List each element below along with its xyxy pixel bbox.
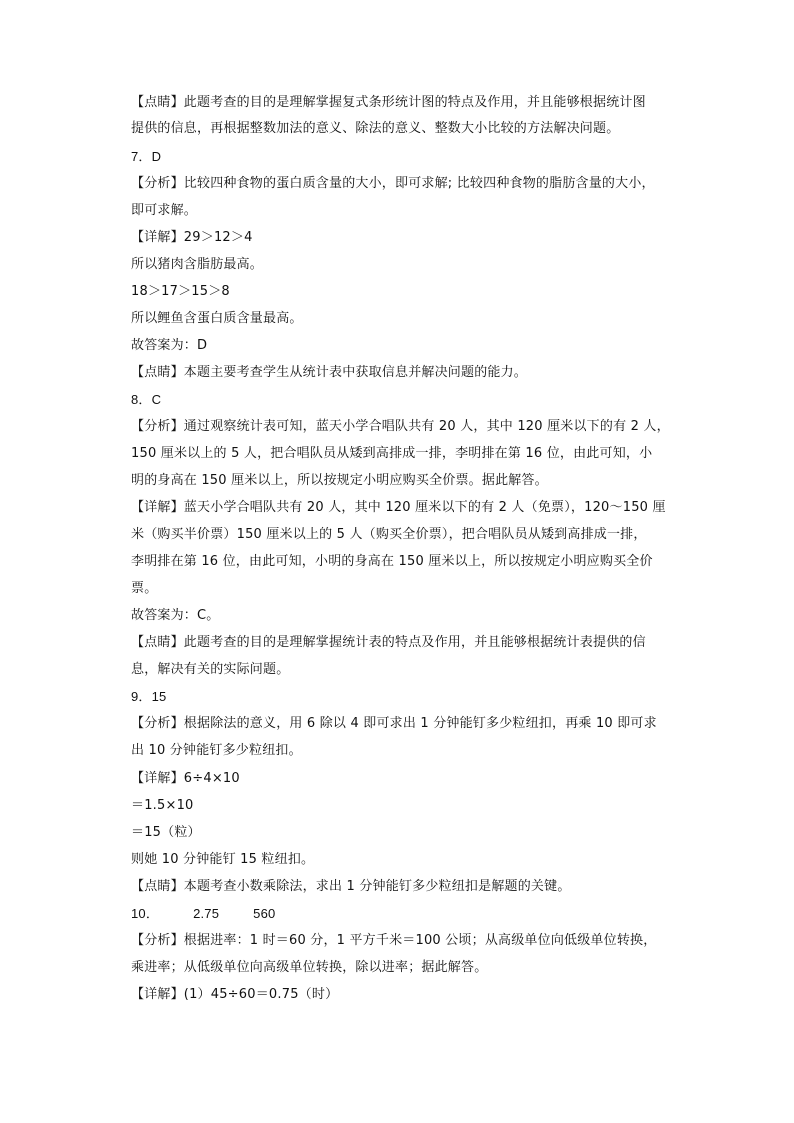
- text-line: 明的身高在 150 厘米以上，所以按规定小明应购买全价票。据此解答。: [131, 473, 548, 488]
- text-line: ＝15（粒）: [131, 825, 201, 840]
- text-line: 则她 10 分钟能钉 15 粒纽扣。: [131, 852, 315, 867]
- text-line: 150 厘米以上的 5 人，把合唱队员从矮到高排成一排，李明排在第 16 位，由此可知，小: [131, 446, 653, 461]
- text-line: 乘进率；从低级单位向高级单位转换，除以进率；据此解答。: [131, 960, 488, 975]
- text-line: 李明排在第 16 位，由此可知，小明的身高在 150 厘米以上，所以按规定小明应购买全价: [131, 554, 653, 569]
- text-line: 故答案为：D: [131, 338, 208, 353]
- text-line: 【点睛】此题考查的目的是理解掌握统计表的特点及作用，并且能够根据统计表提供的信: [131, 635, 646, 650]
- text-line: 故答案为：C。: [131, 608, 220, 623]
- answer-1: 2.75: [193, 906, 220, 921]
- text-line: 【点睛】此题考查的目的是理解掌握复式条形统计图的特点及作用，并且能够根据统计图: [131, 95, 646, 110]
- text-line: 出 10 分钟能钉多少粒纽扣。: [131, 743, 302, 758]
- question-number: 9．15: [131, 689, 167, 704]
- question-number: 10．: [131, 906, 160, 921]
- text-line: 即可求解。: [131, 203, 198, 218]
- text-line: 【分析】通过观察统计表可知，蓝天小学合唱队共有 20 人，其中 120 厘米以下的有 2 人，: [131, 419, 670, 434]
- text-line: 提供的信息，再根据整数加法的意义、除法的意义、整数大小比较的方法解决问题。: [131, 121, 620, 136]
- text-line: 票。: [131, 581, 158, 596]
- text-line: 【详解】29＞12＞4: [131, 230, 253, 245]
- text-line: 18＞17＞15＞8: [131, 284, 230, 299]
- question-10-line: [131, 905, 691, 923]
- text-line: 【详解】(1）45÷60＝0.75（时）: [131, 987, 339, 1002]
- text-line: 息，解决有关的实际问题。: [131, 662, 290, 677]
- text-line: 【详解】蓝天小学合唱队共有 20 人，其中 120 厘米以下的有 2 人（免票），120～150 厘: [131, 500, 666, 515]
- text-line: 【点睛】本题主要考查学生从统计表中获取信息并解决问题的能力。: [131, 365, 528, 380]
- text-line: 【详解】6÷4×10: [131, 771, 240, 786]
- question-number: 7．D: [131, 149, 162, 164]
- question-number: 8．C: [131, 392, 162, 407]
- text-line: ＝1.5×10: [131, 798, 194, 813]
- text-line: 所以鲤鱼含蛋白质含量最高。: [131, 311, 303, 326]
- text-line: 【分析】根据除法的意义，用 6 除以 4 即可求出 1 分钟能钉多少粒纽扣，再乘 10 即可求: [131, 716, 657, 731]
- text-line: 【分析】根据进率：1 时＝60 分，1 平方千米＝100 公顷；从高级单位向低级单位转换，: [131, 933, 657, 948]
- text-line: 【点睛】本题考查小数乘除法，求出 1 分钟能钉多少粒纽扣是解题的关键。: [131, 879, 571, 894]
- text-line: 米（购买半价票）150 厘米以上的 5 人（购买全价票），把合唱队员从矮到高排成一排，: [131, 527, 647, 542]
- answer-2: 560: [253, 906, 276, 921]
- text-line: 所以猪肉含脂肪最高。: [131, 257, 264, 272]
- text-line: 【分析】比较四种食物的蛋白质含量的大小，即可求解; 比较四种食物的脂肪含量的大小，: [131, 176, 655, 191]
